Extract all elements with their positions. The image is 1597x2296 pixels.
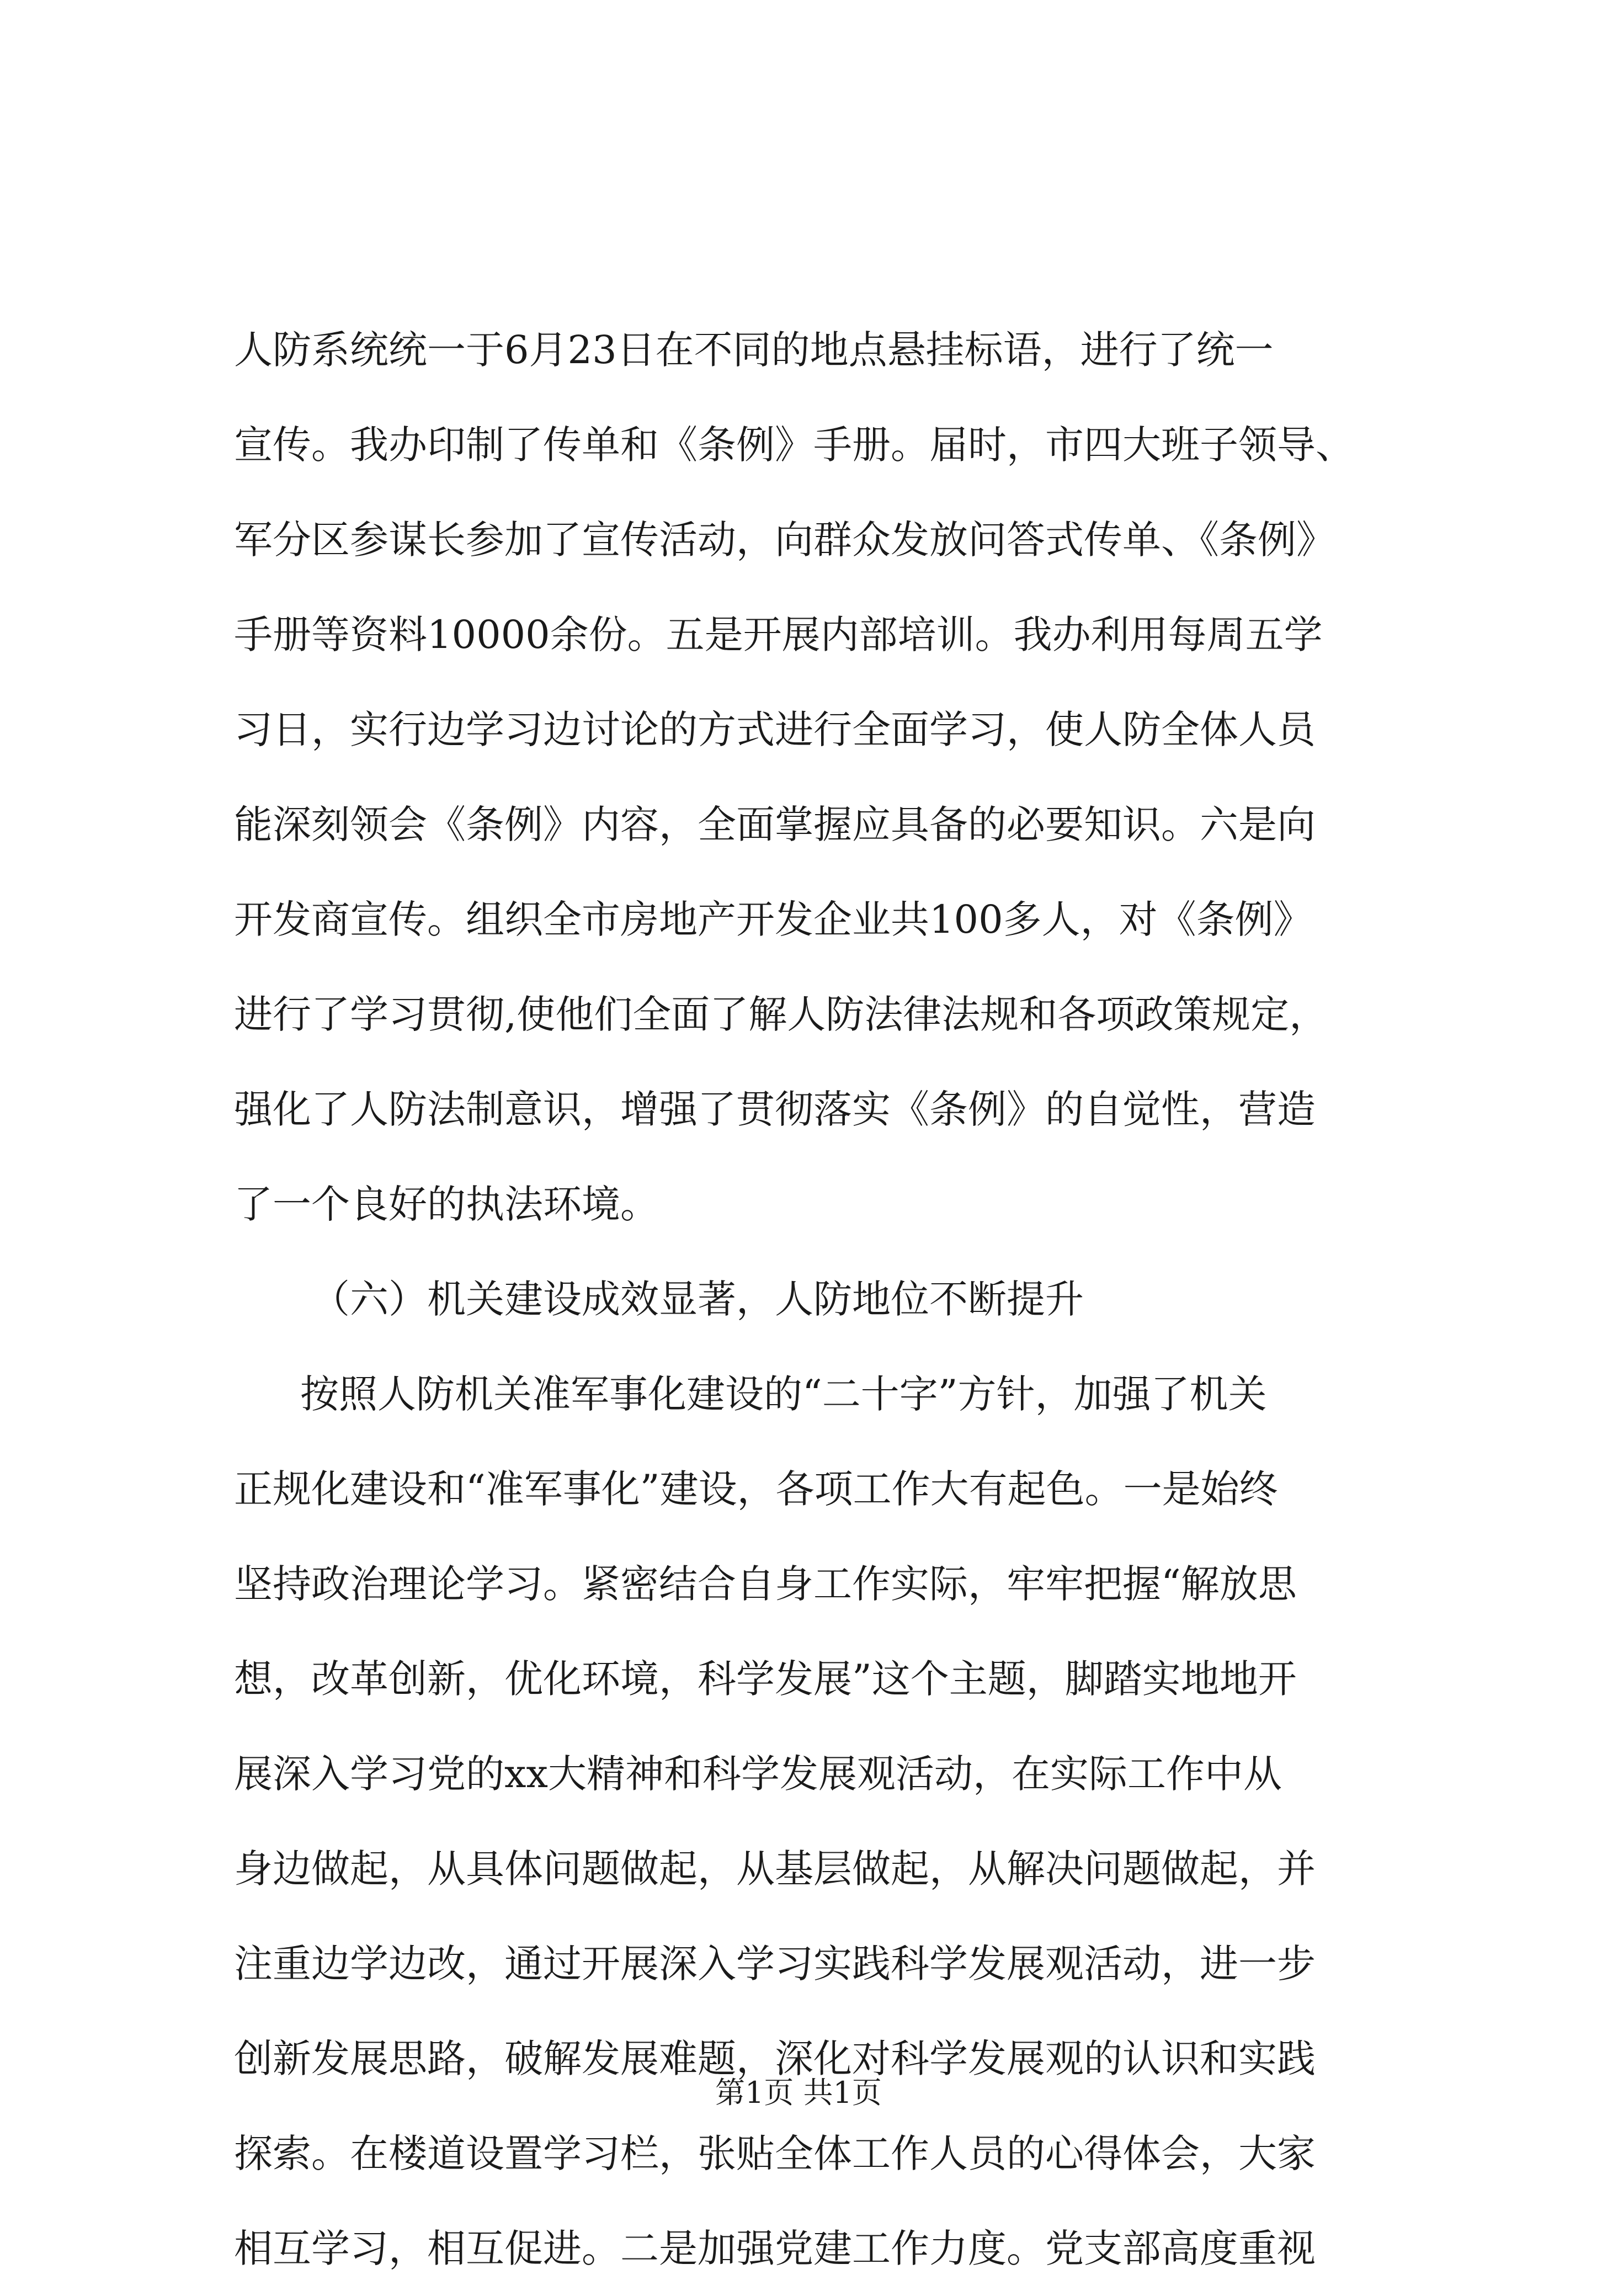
text-line: 想，改革创新，优化环境，科学发展”这个主题，脚踏实地地开	[234, 1656, 1297, 1702]
text-line: 身边做起，从具体问题做起，从基层做起，从解决问题做起，并	[234, 1846, 1316, 1891]
page-footer: 第1页 共1页	[715, 2075, 882, 2110]
text-line: 手册等资料10000余份。五是开展内部培训。我办利用每周五学	[234, 612, 1323, 657]
body-text	[234, 302, 1382, 2296]
paragraph-first-line: 按照人防机关准军事化建设的“二十字”方针，加强了机关	[300, 1372, 1267, 1417]
text-line: 注重边学边改，通过开展深入学习实践科学发展观活动，进一步	[234, 1941, 1316, 1986]
text-line: 开发商宣传。组织全市房地产开发企业共100多人，对《条例》	[234, 897, 1312, 942]
text-line: 创新发展思路，破解发展难题，深化对科学发展观的认识和实践	[234, 2036, 1316, 2081]
text-line: 坚持政治理论学习。紧密结合自身工作实际，牢牢把握“解放思	[234, 1561, 1297, 1607]
text-line: 军分区参谋长参加了宣传活动，向群众发放问答式传单、《条例》	[234, 517, 1335, 562]
text-line: 了一个良好的执法环境。	[234, 1182, 659, 1227]
text-line: 展深入学习党的xx大精神和科学发展观活动，在实际工作中从	[234, 1751, 1282, 1797]
text-line: 探索。在楼道设置学习栏，张贴全体工作人员的心得体会，大家	[234, 2131, 1316, 2176]
section-heading: （六）机关建设成效显著，人防地位不断提升	[311, 1277, 1084, 1322]
text-line: 强化了人防法制意识，增强了贯彻落实《条例》的自觉性，营造	[234, 1087, 1316, 1132]
text-line: 进行了学习贯彻,使他们全面了解人防法律法规和各项政策规定，	[234, 992, 1328, 1037]
text-line: 习日，实行边学习边讨论的方式进行全面学习，使人防全体人员	[234, 707, 1316, 752]
text-line: 宣传。我办印制了传单和《条例》手册。届时，市四大班子领导、	[234, 422, 1354, 467]
text-line: 能深刻领会《条例》内容，全面掌握应具备的必要知识。六是向	[234, 802, 1316, 847]
text-line: 相互学习，相互促进。二是加强党建工作力度。党支部高度重视	[234, 2226, 1316, 2271]
text-line: 人防系统统一于6月23日在不同的地点悬挂标语，进行了统一	[234, 327, 1274, 373]
text-line: 正规化建设和“准军事化”建设，各项工作大有起色。一是始终	[234, 1466, 1278, 1512]
